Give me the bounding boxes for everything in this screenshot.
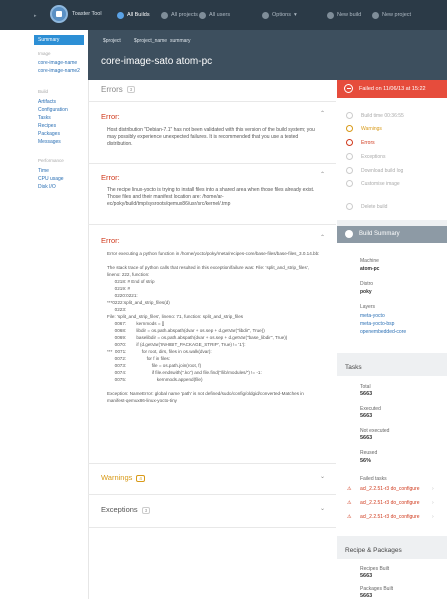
error-2-title: Error: <box>101 173 120 182</box>
page-title: core-image-sato atom-pc <box>101 56 213 67</box>
failed-icon <box>344 84 353 93</box>
sidebar-item-configuration[interactable]: Configuration <box>38 107 68 113</box>
tasks-reused-value: 56% <box>360 458 372 464</box>
error-2-message: The recipe linux-yocto is trying to install files into a shared area when those files already exist. Those files and their manifest location are: /home/ar-ec/poky/build/tmp/sysroots/qemux86/usr/src/kernel/.tmp <box>107 187 316 207</box>
nav-new-build[interactable]: New build <box>327 9 361 21</box>
nav-all-projects[interactable]: All projects <box>161 9 198 21</box>
exceptions-count-badge: 3 <box>142 507 151 514</box>
chevron-up-icon[interactable]: ⌃ <box>320 111 326 117</box>
breadcrumb-project[interactable]: $project <box>103 38 121 44</box>
chevron-right-icon: › <box>432 500 434 506</box>
projects-icon <box>161 12 168 19</box>
failed-task-icon: ⚠ <box>347 514 352 520</box>
failed-task-link[interactable]: acl_2.2.51-r3 do_configure <box>360 486 420 492</box>
machine-value: atom-pc <box>360 266 380 272</box>
divider <box>88 494 336 495</box>
sidebar-item-time[interactable]: Time <box>38 168 49 174</box>
sidebar-item-recipes[interactable]: Recipes <box>38 123 57 129</box>
trash-icon <box>346 203 353 210</box>
customise-image-link[interactable]: Customise image <box>361 181 400 187</box>
distro-value: poky <box>360 289 372 295</box>
nav-options[interactable]: Options ▾ <box>262 9 297 21</box>
error-3-message: Error executing a python function in /home/yocto/poky/meta/recipes-core/base-files/base-files_3.0.14.bb: The stack trace of python calls that resulted in this exception/failure was: File: 'split_and_strip_files', lineno: 222, function: 0218: # End of strip 0219: # 0220:0221: ***0222:split_and_strip_files(d) 0223: File: 'split_and_strip_files', lineno: 71, function: split_and_strip_files 0067: kernmods = [] 0068: libdir = os.path.abspath(dvar + os.sep + d.getVar("libdir", True)) 0069: baselibdir = os.path.abspath(dvar + os.sep + d.getVar("base_libdir", True)) 0070: if (d.getVar('INHIBIT_PACKAGE_STRIP', True) != '1'): *** 0071: for root, dirs, files in os.walk(dvar): 0072: for f in files: 0073: file = os.path.join(root, f) 0074: if file.endswith(".ko") and file.find("/lib/modules/") != -1: 0075: kernmods.append(file) Exception: NameError: global name 'path' is not defined/sudo/config/oldgid/converted-Matches in manifest-qemux86-linux-yocto-tiny <box>107 251 320 403</box>
recipes-box <box>337 559 447 599</box>
errors-count-badge: 3 <box>127 86 136 93</box>
chevron-right-icon: › <box>432 486 434 492</box>
sidebar-heading-image: Image <box>38 51 51 56</box>
layer-link[interactable]: meta-yocto <box>360 313 385 319</box>
tasks-total-label: Total <box>360 384 371 390</box>
chevron-down-icon[interactable]: ⌄ <box>320 474 326 480</box>
build-time: Build time 00:36:55 <box>361 113 404 119</box>
divider <box>88 527 336 528</box>
delete-build-link[interactable]: Delete build <box>361 204 388 210</box>
chevron-down-icon: ▾ <box>293 12 297 18</box>
tasks-reused-label: Reused <box>360 450 378 456</box>
build-summary-header: Build Summary <box>337 226 447 243</box>
sidebar-item-tasks[interactable]: Tasks <box>38 115 51 121</box>
chevron-up-icon[interactable]: ⌃ <box>320 172 326 178</box>
tasks-total-value[interactable]: 5663 <box>360 391 373 397</box>
warning-icon <box>346 125 353 132</box>
error-icon <box>346 139 353 146</box>
summary-icon <box>345 230 353 238</box>
recipes-built-label: Recipes Built <box>360 566 390 572</box>
gear-icon <box>262 12 269 19</box>
error-3-title: Error: <box>101 236 120 245</box>
chevron-up-icon[interactable]: ⌃ <box>320 235 326 241</box>
recipes-built-value[interactable]: 5663 <box>360 573 373 579</box>
top-navbar <box>0 0 447 30</box>
build-summary-box <box>337 243 447 353</box>
sidebar-item-image-1[interactable]: core-image-name <box>38 60 78 66</box>
new-project-icon <box>372 12 379 19</box>
app-name[interactable]: Toaster Tool <box>72 11 102 17</box>
warnings-heading[interactable]: Warnings 4 <box>101 473 145 482</box>
warnings-link[interactable]: Warnings <box>361 126 382 132</box>
layer-link[interactable]: openembedded-core <box>360 329 407 335</box>
error-1-title: Error: <box>101 112 120 121</box>
divider <box>88 463 336 464</box>
exceptions-link[interactable]: Exceptions <box>361 154 386 160</box>
errors-heading: Errors 3 <box>101 85 135 94</box>
tasks-heading: Tasks <box>345 364 362 371</box>
new-build-icon <box>327 12 334 19</box>
sidebar-item-summary[interactable]: Summary <box>34 35 84 45</box>
sidebar-item-disk-io[interactable]: Disk I/O <box>38 184 56 190</box>
build-status-bar: Failed on 11/06/13 at 15:22 <box>337 80 447 98</box>
sidebar-item-cpu-usage[interactable]: CPU usage <box>38 176 64 182</box>
clock-icon <box>346 112 353 119</box>
packages-built-label: Packages Built <box>360 586 394 592</box>
error-1-message: Host distribution "Debian-7.1" has not been validated with this version of the build system; you may possibly experience unexpected failures. It is recommended that you use a tested distribution. <box>107 127 317 147</box>
failed-task-icon: ⚠ <box>347 500 352 506</box>
download-build-log-link[interactable]: Download build log <box>361 168 404 174</box>
builds-icon <box>117 12 124 19</box>
divider <box>88 163 336 164</box>
tasks-not-executed-value[interactable]: 5663 <box>360 435 373 441</box>
collapse-arrow-icon[interactable]: ▸ <box>34 13 37 19</box>
failed-task-icon: ⚠ <box>347 486 352 492</box>
divider <box>88 101 336 102</box>
sidebar-item-image-2[interactable]: core-image-name2 <box>38 68 80 74</box>
failed-tasks-label: Failed tasks <box>360 476 387 482</box>
packages-built-value[interactable]: 5663 <box>360 593 373 599</box>
nav-new-project[interactable]: New project <box>372 9 411 21</box>
tasks-not-executed-label: Not executed <box>360 428 390 434</box>
exceptions-heading[interactable]: Exceptions 3 <box>101 505 150 514</box>
warnings-count-badge: 4 <box>136 475 145 482</box>
machine-label: Machine <box>360 258 379 264</box>
chevron-down-icon[interactable]: ⌄ <box>320 506 326 512</box>
distro-label: Distro <box>360 281 374 287</box>
users-icon <box>199 12 206 19</box>
sidebar-heading-performance: Performance <box>38 158 64 163</box>
failed-task-link[interactable]: acl_2.2.51-r3 do_configure <box>360 500 420 506</box>
tasks-box <box>337 376 447 536</box>
sidebar-item-messages[interactable]: Messages <box>38 139 61 145</box>
errors-link[interactable]: Errors <box>361 140 375 146</box>
toaster-logo-icon[interactable] <box>50 5 68 23</box>
breadcrumb-project-name[interactable]: $project_name <box>134 38 168 44</box>
tasks-executed-value[interactable]: 5663 <box>360 413 373 419</box>
chevron-right-icon: › <box>432 514 434 520</box>
nav-all-users[interactable]: All users <box>199 9 230 21</box>
breadcrumb-summary: summary <box>170 38 191 44</box>
sidebar-item-packages[interactable]: Packages <box>38 131 60 137</box>
exception-icon <box>346 153 353 160</box>
nav-all-builds[interactable]: All Builds <box>117 9 150 21</box>
recipes-packages-heading: Recipe & Packages <box>345 547 402 554</box>
sidebar-item-artifacts[interactable]: Artifacts <box>38 99 57 105</box>
divider <box>88 224 336 225</box>
download-icon <box>346 167 353 174</box>
layer-link[interactable]: meta-yocto-bsp <box>360 321 395 327</box>
layers-label: Layers <box>360 304 376 310</box>
sidebar-heading-build: Build <box>38 89 49 94</box>
customise-icon <box>346 180 353 187</box>
tasks-executed-label: Executed <box>360 406 381 412</box>
failed-task-link[interactable]: acl_2.2.51-r3 do_configure <box>360 514 420 520</box>
